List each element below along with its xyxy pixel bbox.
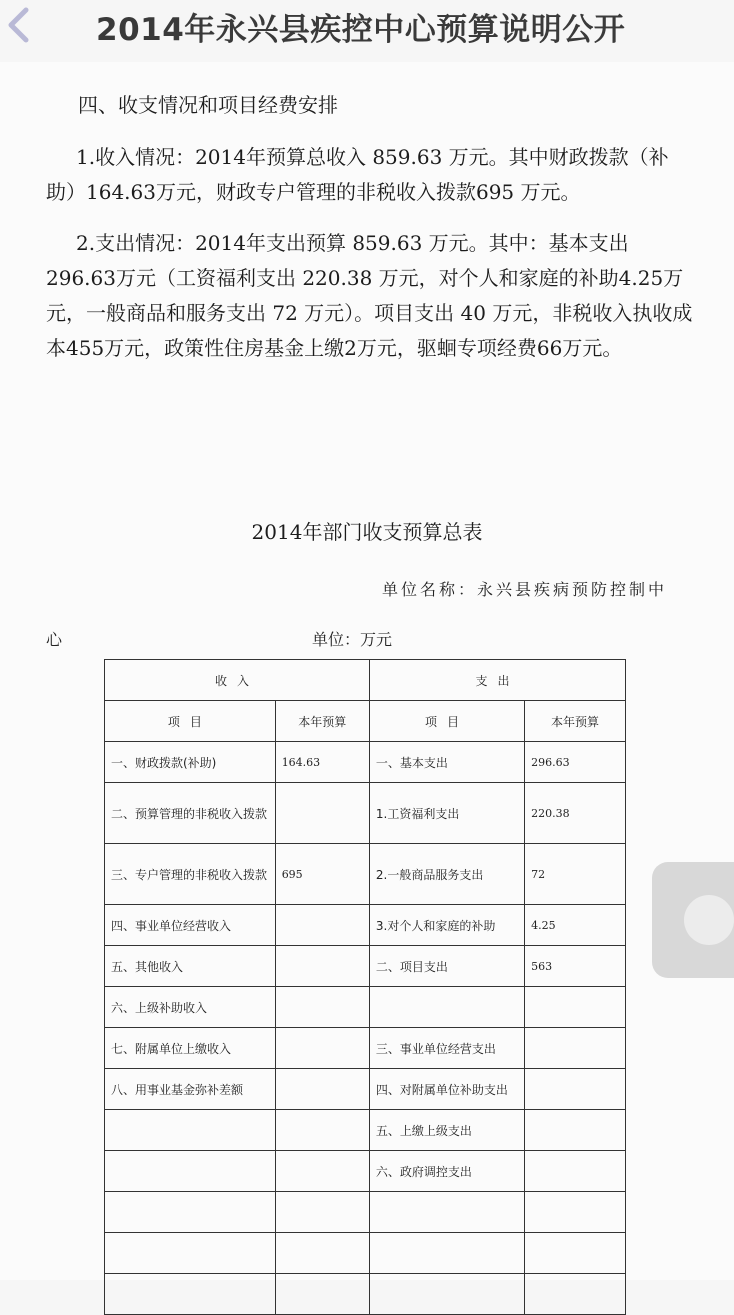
expense-item: 四、对附属单位补助支出 [369, 1069, 524, 1110]
income-value [275, 946, 369, 987]
expense-item: 三、事业单位经营支出 [369, 1028, 524, 1069]
income-header: 收入 [105, 660, 370, 701]
income-value [275, 1151, 369, 1192]
expense-item: 3.对个人和家庭的补助 [369, 905, 524, 946]
expense-value [525, 1110, 626, 1151]
income-value [275, 987, 369, 1028]
back-button[interactable] [2, 4, 36, 46]
income-value [275, 783, 369, 844]
income-item: 五、其他收入 [105, 946, 276, 987]
chevron-left-icon [2, 4, 36, 46]
currency-unit: 单位：万元 [312, 630, 393, 649]
income-value [275, 1028, 369, 1069]
scroll-handle-icon [684, 895, 734, 945]
expense-item [369, 1192, 524, 1233]
table-row [105, 905, 626, 946]
top-bar [0, 0, 734, 50]
income-value [275, 905, 369, 946]
income-value [275, 1192, 369, 1233]
floating-scroll-handle[interactable] [652, 862, 734, 978]
expense-value: 296.63 [525, 742, 626, 783]
income-item: 二、预算管理的非税收入拨款 [105, 783, 276, 844]
table-row [105, 1069, 626, 1110]
income-item: 七、附属单位上缴收入 [105, 1028, 276, 1069]
document-page [0, 62, 734, 1280]
expense-item: 一、基本支出 [369, 742, 524, 783]
table-row [105, 1192, 626, 1233]
expense-value [525, 1233, 626, 1274]
expense-item: 六、政府调控支出 [369, 1151, 524, 1192]
table-title: 2014年部门收支预算总表 [251, 520, 483, 544]
income-paragraph: 1.收入情况：2014年预算总收入 859.63 万元。其中财政拨款（补助）164.63万元，财政专户管理的非税收入拨款695 万元。 [46, 145, 669, 204]
expense-value [525, 987, 626, 1028]
income-item [105, 1110, 276, 1151]
expense-header: 支出 [369, 660, 625, 701]
unit-name-tail: 心 [46, 630, 63, 649]
income-item-header: 项目 [105, 701, 276, 742]
income-item: 六、上级补助收入 [105, 987, 276, 1028]
page-title: 2014年永兴县疾控中心预算说明公开 [96, 12, 626, 48]
income-item [105, 1151, 276, 1192]
expense-value: 563 [525, 946, 626, 987]
table-row [105, 742, 626, 783]
table-row [105, 844, 626, 905]
table-row [105, 1110, 626, 1151]
income-item [105, 1192, 276, 1233]
budget-table [104, 659, 626, 1315]
expense-budget-header: 本年预算 [525, 701, 626, 742]
income-value: 695 [275, 844, 369, 905]
table-row [105, 783, 626, 844]
expense-item: 1.工资福利支出 [369, 783, 524, 844]
income-budget-header: 本年预算 [275, 701, 369, 742]
expense-item [369, 1233, 524, 1274]
income-value [275, 1069, 369, 1110]
unit-name: 单位名称：永兴县疾病预防控制中 [382, 580, 668, 599]
expense-item: 五、上缴上级支出 [369, 1110, 524, 1151]
income-value [275, 1233, 369, 1274]
expense-paragraph: 2.支出情况：2014年支出预算 859.63 万元。其中：基本支出296.63万元（工资福利支出 220.38 万元，对个人和家庭的补助4.25万元，一般商品和服务支出 72 万元）。项目支出 40 万元，非税收入执收成本455万元，政策性住房基金上缴2万元，驱蛔专项经费66万元。 [46, 231, 693, 360]
income-item: 三、专户管理的非税收入拨款 [105, 844, 276, 905]
income-item [105, 1233, 276, 1274]
table-row [105, 946, 626, 987]
table-row [105, 987, 626, 1028]
section-heading: 四、收支情况和项目经费安排 [78, 93, 338, 117]
expense-value [525, 1069, 626, 1110]
table-row [105, 1233, 626, 1274]
expense-value: 4.25 [525, 905, 626, 946]
table-row [105, 1151, 626, 1192]
expense-item [369, 987, 524, 1028]
table-row [105, 1028, 626, 1069]
expense-value [525, 1028, 626, 1069]
expense-value [525, 1192, 626, 1233]
income-item: 四、事业单位经营收入 [105, 905, 276, 946]
expense-value: 220.38 [525, 783, 626, 844]
expense-item: 二、项目支出 [369, 946, 524, 987]
income-value: 164.63 [275, 742, 369, 783]
expense-item-header: 项目 [369, 701, 524, 742]
expense-item: 2.一般商品服务支出 [369, 844, 524, 905]
income-item: 八、用事业基金弥补差额 [105, 1069, 276, 1110]
expense-value [525, 1151, 626, 1192]
income-value [275, 1110, 369, 1151]
income-item: 一、财政拨款(补助) [105, 742, 276, 783]
expense-value: 72 [525, 844, 626, 905]
